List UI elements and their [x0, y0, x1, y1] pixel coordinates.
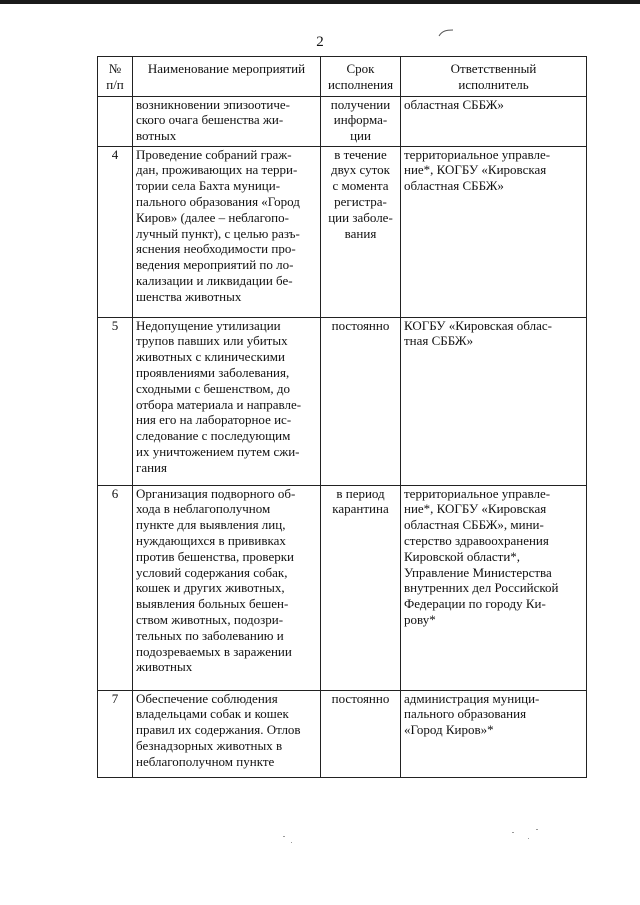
header-measure-name: Наименование мероприятий: [133, 57, 321, 97]
header-number: № п/п: [98, 57, 133, 97]
row-measure: Обеспечение соблюдения владельцами собак и кошек правил их содержания. Отлов безнадзорных животных в неблагополучном пункте: [133, 690, 321, 777]
table-header-row: [98, 57, 587, 97]
table-row: [98, 485, 587, 690]
row-term: постоянно: [321, 690, 401, 777]
row-term: в течение двух суток с момента регистра- ции заболе- вания: [321, 146, 401, 317]
scan-speck: [536, 829, 538, 830]
table-row: [98, 690, 587, 777]
row-responsible: областная СББЖ»: [401, 96, 587, 146]
row-measure: возникновении эпизоотиче- ского очага бешенства жи- вотных: [133, 96, 321, 146]
page-number: 2: [316, 34, 324, 50]
scan-speck: [528, 838, 529, 839]
row-number: 7: [98, 690, 133, 777]
measures-table: [97, 56, 587, 778]
header-term: Срок исполнения: [321, 57, 401, 97]
row-number: 6: [98, 485, 133, 690]
row-term: постоянно: [321, 317, 401, 485]
pen-mark: [437, 28, 455, 38]
row-responsible: территориальное управле- ние*, КОГБУ «Кировская областная СББЖ», мини- стерство здравоохранения Кировской области*, Управление Министерства внутренних дел Российской Федерации по городу Ки- рову*: [401, 485, 587, 690]
row-number: [98, 96, 133, 146]
scan-speck: [283, 836, 285, 837]
table-row: [98, 96, 587, 146]
top-scan-border: [0, 0, 640, 4]
scan-speck: [291, 842, 292, 843]
row-measure: Недопущение утилизации трупов павших или убитых животных с клиническими проявлениями заболевания, сходными с бешенством, до отбора материала и направле- ния его на лабораторное ис- следование с последующим их уничтожением путем сжи- гания: [133, 317, 321, 485]
table-row: [98, 317, 587, 485]
row-responsible: администрация муници- пального образования «Город Киров»*: [401, 690, 587, 777]
row-number: 4: [98, 146, 133, 317]
row-number: 5: [98, 317, 133, 485]
row-term: получении информа- ции: [321, 96, 401, 146]
header-responsible: Ответственный исполнитель: [401, 57, 587, 97]
row-measure: Организация подворного об- хода в неблагополучном пункте для выявления лиц, нуждающихся в прививках против бешенства, проверки условий содержания собак, кошек и других животных, выявления больных бешен- ством животных, подозри- тельных по заболеванию и подозреваемых в заражении животных: [133, 485, 321, 690]
row-responsible: территориальное управле- ние*, КОГБУ «Кировская областная СББЖ»: [401, 146, 587, 317]
row-responsible: КОГБУ «Кировская облас- тная СББЖ»: [401, 317, 587, 485]
row-measure: Проведение собраний граж- дан, проживающих на терри- тории села Бахта муници- пального образования «Город Киров» (далее – неблагопо- лучный пункт), с целью разъ- яснения необходимости про- ведения мероприятий по ло- кализации и ликвидации бе- шенства животных: [133, 146, 321, 317]
row-term: в период карантина: [321, 485, 401, 690]
table-row: [98, 146, 587, 317]
scan-speck: [512, 832, 514, 833]
